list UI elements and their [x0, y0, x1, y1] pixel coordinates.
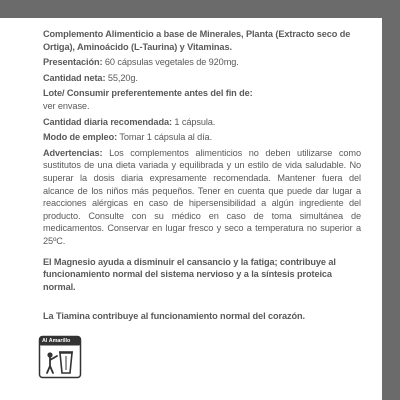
- warnings-label: Advertencias:: [43, 147, 103, 158]
- warnings-value: Los complementos alimenticios no deben utilizarse como sustitutos de una dieta variada y equilibrada y un estilo de vida saludable. No superar la dosis diaria expresamente recomendada. Mantener fuera del alcance de los niños más pequeños. Tener en cuenta que puede dar lugar a reacciones alérgicas en caso de hipersensibilidad a algún ingrediente del producto. Consulte con su médico en caso de toma simultánea de medicamentos. Conservar en lugar fresco y seco a temperatura no superior a 25ºC.: [43, 147, 361, 246]
- lot-label: Lote/ Consumir preferentemente antes del fin de:: [43, 88, 253, 99]
- product-title: Complemento Alimenticio a base de Minerales, Planta (Extracto seco de Ortiga), Aminoácido (L-Taurina) y Vitaminas.: [43, 29, 351, 52]
- right-frame-bar: [382, 0, 400, 400]
- usage-line: [43, 131, 361, 144]
- magnesium-claim: El Magnesio ayuda a disminuir el cansancio y la fatiga; contribuye al funcionamiento normal del sistema nervioso y a la síntesis proteica normal.: [43, 256, 336, 292]
- top-frame-bar: [0, 0, 400, 18]
- warnings-paragraph: [43, 147, 361, 248]
- presentation-value: 60 cápsulas vegetales de 920mg.: [102, 57, 239, 68]
- presentation-line: [43, 56, 361, 69]
- net-quantity-line: [43, 72, 361, 85]
- daily-quantity-value: 1 cápsula.: [171, 116, 216, 127]
- badge-label: Al Amarillo: [42, 338, 71, 344]
- thiamine-claim: La Tiamina contribuye al funcionamiento normal del corazón.: [43, 311, 305, 322]
- usage-value: Tomar 1 cápsula al día.: [117, 132, 213, 143]
- usage-label: Modo de empleo:: [43, 132, 118, 143]
- recycling-badge: [38, 335, 82, 379]
- daily-quantity-line: [43, 116, 361, 129]
- label-text-block: [43, 28, 361, 323]
- net-quantity-label: Cantidad neta:: [43, 72, 106, 83]
- lot-value: ver envase.: [43, 100, 90, 111]
- daily-quantity-label: Cantidad diaria recomendada:: [43, 116, 172, 127]
- presentation-label: Presentación:: [43, 57, 103, 68]
- net-quantity-value: 55,20g.: [105, 72, 138, 83]
